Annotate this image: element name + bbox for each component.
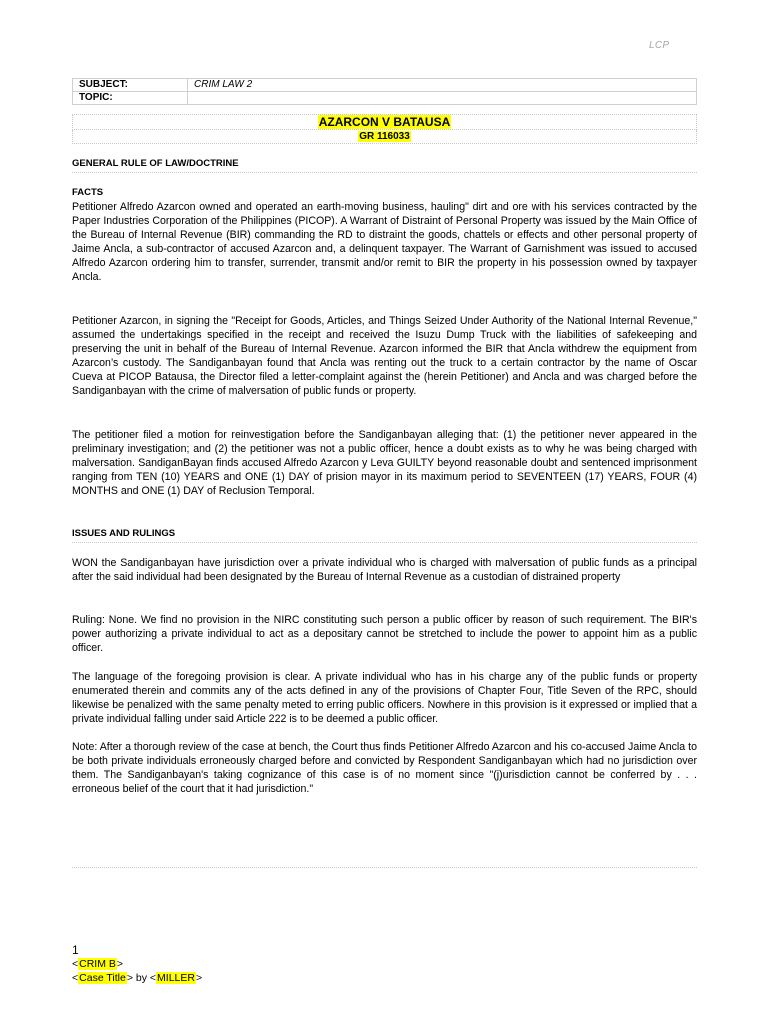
footer-by: by [132, 972, 150, 984]
subject-label: SUBJECT: [73, 79, 188, 92]
facts-paragraph-3: The petitioner filed a motion for reinvestigation before the Sandiganbayan alleging that: (1) the petitioner never appeared in the preliminary investigation; and (2) the petitioner was not a public officer, hence a doubt exists as to why he was being charged with malversation. SandiganBayan finds accused Alfredo Azarcon y Leva GUILTY beyond reasonable doubt and sentenced imprisonment ranging from TEN (10) YEARS and ONE (1) DAY of prision mayor in its maximum period to SEVENTEEN (17) YEARS, FOUR (4) MONTHS and ONE (1) DAY of Reclusion Temporal. [72, 429, 697, 498]
bottom-divider [72, 867, 697, 868]
note-paragraph: Note: After a thorough review of the case at bench, the Court thus finds Petitioner Alfredo Azarcon and his co-accused Jaime Ancla to be both private individuals erroneously charged before and convicted by Respondent Sandiganbayan which had no jurisdiction over them. The Sandiganbayan's taking cognizance of this case is of no moment since "(j)urisdiction cannot be conferred by . . . erroneous belief of the court that it had jurisdiction." [72, 741, 697, 796]
footer-line-1 [72, 957, 202, 971]
case-title-table [72, 114, 697, 144]
topic-row [73, 92, 697, 105]
footer [72, 943, 202, 985]
footer-lt-1: < [72, 958, 79, 970]
footer-gt-1: > [116, 958, 124, 970]
rule-of-law-heading: GENERAL RULE OF LAW/DOCTRINE [72, 158, 697, 173]
footer-gt-3: > [195, 972, 203, 984]
footer-case-title-tag: Case Title [79, 972, 126, 984]
facts-paragraph-2: Petitioner Azarcon, in signing the "Receipt for Goods, Articles, and Things Seized Under Authority of the National Internal Revenue," assumed the undertakings specified in the receipt and received the Isuzu Dump Truck with the liabilities of safekeeping and preserving the unit in behalf of the Bureau of Internal Revenue. Azarcon informed the BIR that Ancla withdrew the equipment from Azarcon’s custody. The Sandiganbayan found that Ancla was renting out the truck to a certain contractor by the name of Oscar Cueva at PICOP Batausa, the Director filed a letter-complaint against the (herein Petitioner) and Ancla and was charged before the Sandiganbayan with the crime of malversation of public funds or property. [72, 315, 697, 398]
topic-label: TOPIC: [73, 92, 188, 105]
topic-value [188, 92, 697, 105]
issues-rulings-heading: ISSUES AND RULINGS [72, 528, 697, 543]
footer-author-tag: MILLER [157, 972, 195, 984]
case-title: AZARCON V BATAUSA [318, 115, 451, 129]
facts-heading: FACTS [72, 187, 104, 198]
gr-number: GR 116033 [359, 131, 410, 142]
gr-number-row [73, 130, 697, 144]
subject-value: CRIM LAW 2 [188, 79, 697, 92]
language-paragraph: The language of the foregoing provision is clear. A private individual who has in his charge any of the public funds or property enumerated therein and commits any of the acts defined in any of the provisions of Chapter Four, Title Seven of the RPC, should likewise be penalized with the same penalty meted to erring public officers. Nowhere in this provision is it expressed or implied that a private individual falling under said Article 222 is to be deemed a public officer. [72, 671, 697, 726]
footer-line-2 [72, 971, 202, 985]
case-title-row [73, 115, 697, 130]
footer-lt-3: < [149, 972, 157, 984]
gr-number-cell [73, 130, 697, 144]
subject-topic-table [72, 78, 697, 105]
case-title-cell [73, 115, 697, 130]
issue-paragraph: WON the Sandiganbayan have jurisdiction over a private individual who is charged with malversation of public funds as a principal after the said individual had been designated by the Bureau of Internal Revenue as a custodian of distrained property [72, 557, 697, 584]
header-corner-mark: LCP [649, 40, 670, 51]
ruling-paragraph: Ruling: None. We find no provision in the NIRC constituting such person a public officer by reason of such requirement. The BIR's power authorizing a private individual to act as a depositary cannot be stretched to include the power to appoint him as a public officer. [72, 614, 697, 655]
facts-paragraph-1: Petitioner Alfredo Azarcon owned and operated an earth-moving business, hauling" dirt and ore with his services contracted by the Paper Industries Corporation of the Philippines (PICOP). A Warrant of Distraint of Personal Property was issued by the Main Office of the Bureau of Internal Revenue (BIR) commanding the RD to distraint the goods, chattels or effects and other personal property of Jaime Ancla, a sub-contractor of accused Azarcon and, a delinquent taxpayer. The Warrant of Garnishment was issued to accused Alfredo Azarcon ordering him to transfer, surrender, transmit and/or remit to BIR the property in his possession owned by taxpayer Ancla. [72, 201, 697, 284]
subject-row [73, 79, 697, 92]
footer-lt-2: < [72, 972, 79, 984]
footer-gt-2: > [126, 972, 133, 984]
footer-crim-tag: CRIM B [79, 958, 116, 970]
page-number: 1 [72, 943, 79, 957]
